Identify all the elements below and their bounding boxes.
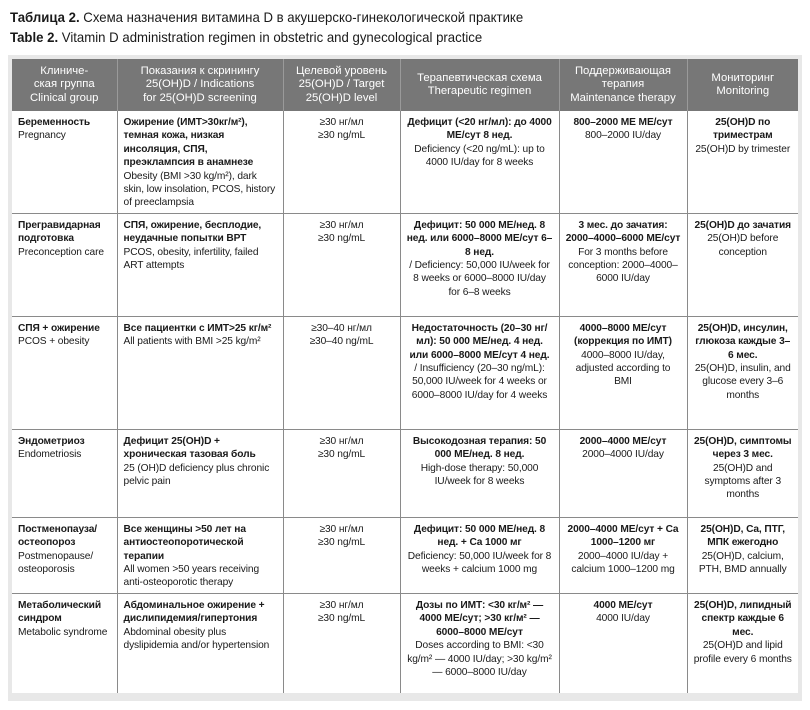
cell-maintenance: 4000–8000 МЕ/сут (коррекция по ИМТ) 4000–8000 IU/day, adjusted according to BMI bbox=[559, 316, 687, 429]
cell-target: ≥30 нг/мл ≥30 ng/mL bbox=[283, 213, 400, 316]
caption-russian bbox=[10, 8, 776, 28]
cell-group: СПЯ + ожирение PCOS + obesity bbox=[12, 316, 117, 429]
cell-monitoring: 25(OH)D по триместрам 25(OH)D by trimester bbox=[687, 111, 798, 213]
cell-monitoring: 25(OH)D до зачатия 25(OH)D before conception bbox=[687, 213, 798, 316]
cell-group: Метаболический синдром Metabolic syndrome bbox=[12, 593, 117, 693]
table-row bbox=[12, 111, 798, 213]
cell-regimen: Дефицит: 50 000 МЕ/нед. 8 нед. или 6000–8000 МЕ/сут 6–8 нед. / Deficiency: 50,000 IU/week for 8 weeks or 6000–8000 IU/day for 6–8 weeks bbox=[400, 213, 559, 316]
header-indications: Показания к скринингу 25(OH)D / Indications for 25(OH)D screening bbox=[117, 59, 283, 111]
cell-indications: СПЯ, ожирение, бесплодие, неудачные попытки ВРТ PCOS, obesity, infertility, failed ART attempts bbox=[117, 213, 283, 316]
caption-english bbox=[10, 28, 776, 48]
cell-indications: Дефицит 25(OH)D + хроническая тазовая боль 25 (OH)D deficiency plus chronic pelvic pain bbox=[117, 429, 283, 517]
caption-russian-prefix: Таблица 2. bbox=[10, 10, 80, 25]
header-monitoring: Мониторинг Monitoring bbox=[687, 59, 798, 111]
table-caption bbox=[10, 8, 800, 48]
cell-regimen: Дефицит: 50 000 МЕ/нед. 8 нед. + Ca 1000 мг Deficiency: 50,000 IU/week for 8 weeks + calcium 1000 mg bbox=[400, 517, 559, 593]
cell-target: ≥30 нг/мл ≥30 ng/mL bbox=[283, 517, 400, 593]
cell-regimen: Дефицит (<20 нг/мл): до 4000 МЕ/сут 8 нед. Deficiency (<20 ng/mL): up to 4000 IU/day for 8 weeks bbox=[400, 111, 559, 213]
table-row bbox=[12, 213, 798, 316]
cell-target: ≥30 нг/мл ≥30 ng/mL bbox=[283, 593, 400, 693]
caption-russian-text: Схема назначения витамина D в акушерско-гинекологической практике bbox=[79, 10, 524, 25]
table-row bbox=[12, 316, 798, 429]
table-frame bbox=[8, 55, 802, 701]
cell-regimen: Дозы по ИМТ: <30 кг/м² — 4000 МЕ/сут; >30 кг/м² — 6000–8000 МЕ/сут Doses according to BMI: <30 kg/m² — 4000 IU/day; >30 kg/m² — 6000–8000 IU/day bbox=[400, 593, 559, 693]
caption-english-text: Vitamin D administration regimen in obstetric and gynecological practice bbox=[58, 30, 483, 45]
table-row bbox=[12, 517, 798, 593]
cell-indications: Ожирение (ИМТ>30кг/м²), темная кожа, низкая инсоляция, СПЯ, преэклампсия в анамнезе Obesity (BMI >30 kg/m²), dark skin, low insolation, PCOS, history of preeclampsia bbox=[117, 111, 283, 213]
cell-indications: Все пациентки с ИМТ>25 кг/м² All patients with BMI >25 kg/m² bbox=[117, 316, 283, 429]
cell-regimen: Недостаточность (20–30 нг/мл): 50 000 МЕ/нед. 4 нед. или 6000–8000 МЕ/сут 4 нед. / Insufficiency (20–30 ng/mL): 50,000 IU/week for 4 weeks or 6000–8000 IU/day for 4 weeks bbox=[400, 316, 559, 429]
cell-group: Постменопауза/ остеопороз Postmenopause/ osteoporosis bbox=[12, 517, 117, 593]
table-row bbox=[12, 593, 798, 693]
cell-indications: Абдоминальное ожирение + дислипидемия/гипертония Abdominal obesity plus dyslipidemia and/or hypertension bbox=[117, 593, 283, 693]
table-row bbox=[12, 429, 798, 517]
cell-group: Беременность Pregnancy bbox=[12, 111, 117, 213]
cell-target: ≥30–40 нг/мл ≥30–40 ng/mL bbox=[283, 316, 400, 429]
cell-maintenance: 2000–4000 МЕ/сут + Ca 1000–1200 мг 2000–4000 IU/day + calcium 1000–1200 mg bbox=[559, 517, 687, 593]
header-row bbox=[12, 59, 798, 111]
cell-maintenance: 3 мес. до зачатия: 2000–4000–6000 МЕ/сут For 3 months before conception: 2000–4000–6000 IU/day bbox=[559, 213, 687, 316]
cell-maintenance: 2000–4000 МЕ/сут 2000–4000 IU/day bbox=[559, 429, 687, 517]
cell-monitoring: 25(OH)D, симптомы через 3 мес. 25(OH)D and symptoms after 3 months bbox=[687, 429, 798, 517]
cell-monitoring: 25(OH)D, липидный спектр каждые 6 мес. 25(OH)D and lipid profile every 6 months bbox=[687, 593, 798, 693]
header-clinical-group: Клиниче- ская группа Clinical group bbox=[12, 59, 117, 111]
header-maintenance-therapy: Поддерживающая терапия Maintenance therapy bbox=[559, 59, 687, 111]
cell-group: Прегравидарная подготовка Preconception care bbox=[12, 213, 117, 316]
cell-target: ≥30 нг/мл ≥30 ng/mL bbox=[283, 111, 400, 213]
cell-indications: Все женщины >50 лет на антиостеопоротической терапии All women >50 years receiving anti-osteoporotic therapy bbox=[117, 517, 283, 593]
cell-maintenance: 800–2000 МЕ МЕ/сут 800–2000 IU/day bbox=[559, 111, 687, 213]
header-target-level: Целевой уровень 25(OH)D / Target 25(OH)D level bbox=[283, 59, 400, 111]
cell-maintenance: 4000 МЕ/сут 4000 IU/day bbox=[559, 593, 687, 693]
cell-target: ≥30 нг/мл ≥30 ng/mL bbox=[283, 429, 400, 517]
cell-monitoring: 25(OH)D, инсулин, глюкоза каждые 3–6 мес. 25(OH)D, insulin, and glucose every 3–6 months bbox=[687, 316, 798, 429]
caption-english-prefix: Table 2. bbox=[10, 30, 59, 45]
header-therapeutic-regimen: Терапевтическая схема Therapeutic regimen bbox=[400, 59, 559, 111]
vitamin-d-regimen-table bbox=[12, 59, 798, 693]
cell-regimen: Высокодозная терапия: 50 000 МЕ/нед. 8 нед. High-dose therapy: 50,000 IU/week for 8 weeks bbox=[400, 429, 559, 517]
cell-monitoring: 25(OH)D, Ca, ПТГ, МПК ежегодно 25(OH)D, calcium, PTH, BMD annually bbox=[687, 517, 798, 593]
cell-group: Эндометриоз Endometriosis bbox=[12, 429, 117, 517]
